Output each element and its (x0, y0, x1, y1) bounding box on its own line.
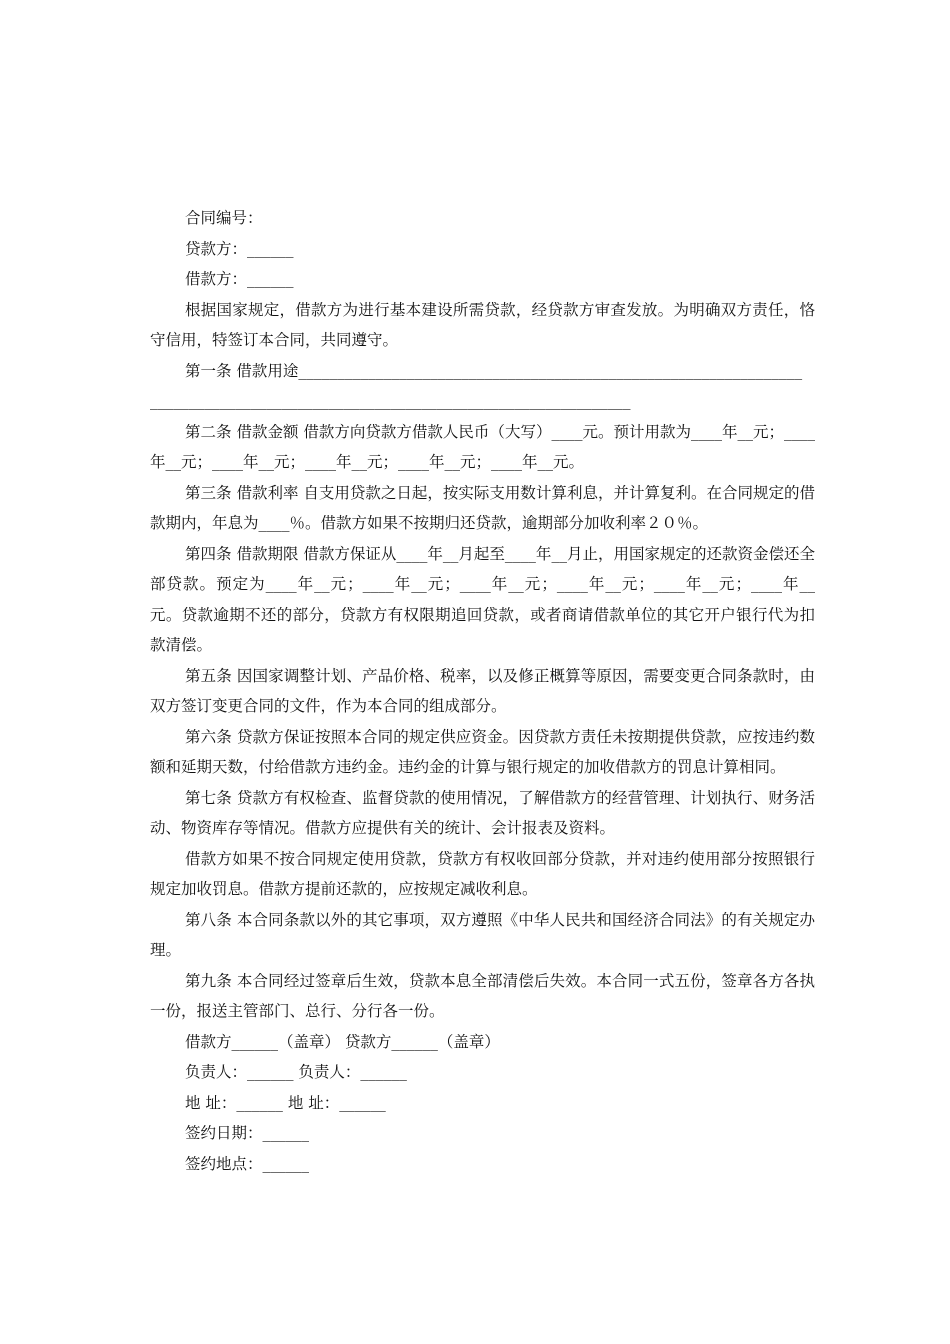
article-4-paragraph: 第四条 借款期限 借款方保证从____年__月起至____年__月止，用国家规定的还款资金偿还全部贷款。预定为____年__元；____年__元；____年__元；____年__元；____年__元；____年__元。贷款逾期不还的部分，贷款方有权限期追回贷款，或者商请借款单位的其它开户银行代为扣款清偿。 (150, 544, 815, 654)
borrower-line: 借款方：______ (185, 270, 294, 288)
signature-seal-line: 借款方______（盖章） 贷款方______（盖章） (185, 1032, 500, 1051)
article-2-paragraph: 第二条 借款金额 借款方向贷款方借款人民币（大写）____元。预计用款为____年__元；____年__元；____年__元；____年__元；____年__元；____年__元。 (150, 422, 815, 471)
article-7-continuation-paragraph: 借款方如果不按合同规定使用贷款，贷款方有权收回部分贷款，并对违约使用部分按照银行规定加收罚息。借款方提前还款的，应按规定减收利息。 (150, 849, 815, 898)
lender-line: 贷款方：______ (185, 239, 294, 258)
signing-place-line: 签约地点：______ (185, 1154, 310, 1173)
article-8-paragraph: 第八条 本合同条款以外的其它事项，双方遵照《中华人民共和国经济合同法》的有关规定办理。 (150, 910, 815, 959)
signature-address-line: 地 址：______ 地 址：______ (185, 1093, 386, 1112)
article-1-line-1: 第一条 借款用途_________________________________________________________________ (185, 361, 803, 380)
article-1-line-2: ______________________________________________________________ (150, 392, 631, 410)
article-7-paragraph: 第七条 贷款方有权检查、监督贷款的使用情况，了解借款方的经营管理、计划执行、财务活动、物资库存等情况。借款方应提供有关的统计、会计报表及资料。 (150, 788, 815, 837)
article-9-paragraph: 第九条 本合同经过签章后生效，贷款本息全部清偿后失效。本合同一式五份，签章各方各执一份，报送主管部门、总行、分行各一份。 (150, 971, 815, 1020)
contract-document (150, 203, 815, 1179)
contract-number-line: 合同编号： (185, 209, 263, 227)
signing-date-line: 签约日期：______ (185, 1124, 310, 1142)
article-5-paragraph: 第五条 因国家调整计划、产品价格、税率，以及修正概算等原因，需要变更合同条款时，由双方签订变更合同的文件，作为本合同的组成部分。 (150, 666, 815, 715)
article-6-paragraph: 第六条 贷款方保证按照本合同的规定供应资金。因贷款方责任未按期提供贷款，应按违约数额和延期天数，付给借款方违约金。违约金的计算与银行规定的加收借款方的罚息计算相同。 (150, 727, 815, 776)
signature-responsible-line: 负责人：______ 负责人：______ (185, 1063, 407, 1081)
article-3-paragraph: 第三条 借款利率 自支用贷款之日起，按实际支用数计算利息，并计算复利。在合同规定的借款期内，年息为____％。借款方如果不按期归还贷款，逾期部分加收利率２０％。 (150, 483, 815, 532)
preamble-paragraph: 根据国家规定，借款方为进行基本建设所需贷款，经贷款方审查发放。为明确双方责任，恪守信用，特签订本合同，共同遵守。 (150, 300, 815, 349)
